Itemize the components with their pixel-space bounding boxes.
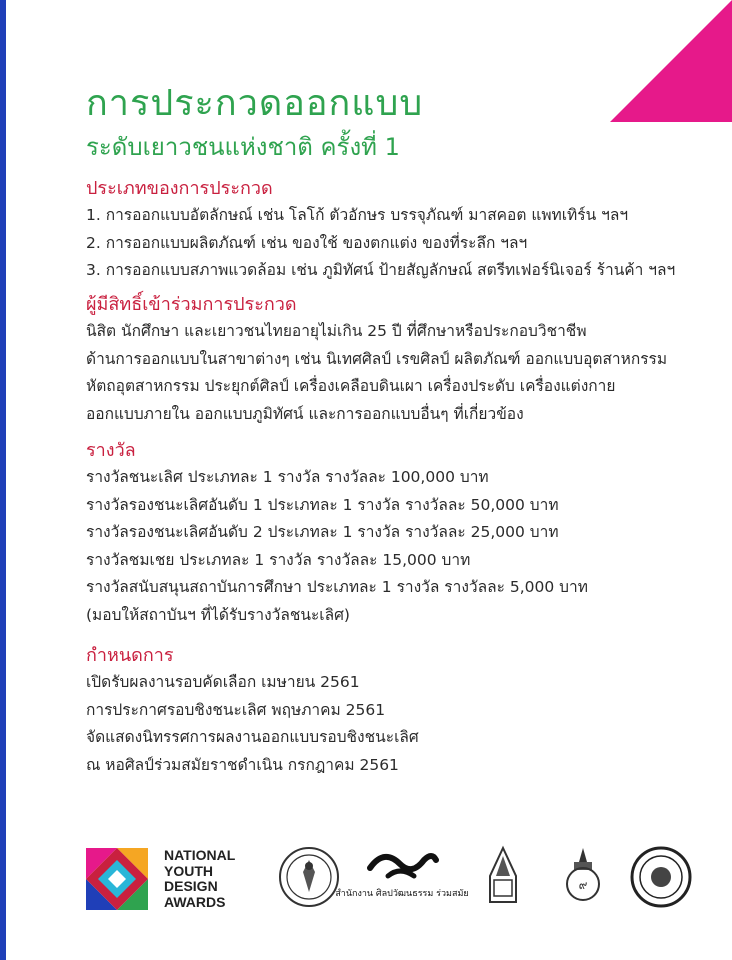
section-schedule bbox=[86, 643, 716, 779]
section-awards bbox=[86, 438, 716, 629]
rajamangala-seal-icon bbox=[630, 846, 692, 908]
section-eligibility bbox=[86, 292, 716, 428]
schedule-line: ณ หอศิลป์ร่วมสมัยราชดำเนิน กรกฎาคม 2561 bbox=[86, 755, 399, 774]
crown-emblem-icon bbox=[552, 846, 614, 908]
nyda-line: YOUTH bbox=[164, 862, 213, 879]
poster-title: การประกวดออกแบบ bbox=[86, 83, 424, 124]
royal-university-seal-icon bbox=[472, 846, 534, 908]
nyda-line: AWARDS bbox=[164, 893, 226, 910]
award-line: รางวัลชมเชย ประเภทละ 1 รางวัล รางวัลละ 15,000 บาท bbox=[86, 550, 471, 569]
eligibility-heading: ผู้มีสิทธิ์เข้าร่วมการประกวด bbox=[86, 294, 297, 315]
category-item: 2. การออกแบบผลิตภัณฑ์ เช่น ของใช้ ของตกแต่ง ของที่ระลึก ฯลฯ bbox=[86, 233, 528, 252]
ocac-logo-icon bbox=[335, 846, 469, 908]
svg-text:สำนักงาน ศิลปวัฒนธรรม ร่วมสมัย: สำนักงาน ศิลปวัฒนธรรม ร่วมสมัย bbox=[335, 889, 469, 899]
category-item: 1. การออกแบบอัตลักษณ์ เช่น โลโก้ ตัวอักษร บรรจุภัณฑ์ มาสคอต แพทเทิร์น ฯลฯ bbox=[86, 206, 629, 224]
award-line: รางวัลชนะเลิศ ประเภทละ 1 รางวัล รางวัลละ 100,000 บาท bbox=[86, 468, 489, 486]
awards-heading: รางวัล bbox=[86, 440, 136, 461]
nyda-logo-icon bbox=[86, 848, 148, 910]
schedule-line: เปิดรับผลงานรอบคัดเลือก เมษายน 2561 bbox=[86, 673, 360, 691]
sponsor-logos-row bbox=[86, 838, 706, 918]
categories-heading: ประเภทของการประกวด bbox=[86, 178, 273, 199]
schedule-heading: กำหนดการ bbox=[86, 645, 174, 666]
award-line: รางวัลรองชนะเลิศอันดับ 1 ประเภทละ 1 รางวัล รางวัลละ 50,000 บาท bbox=[86, 495, 559, 514]
eligibility-line: นิสิต นักศึกษา และเยาวชนไทยอายุไม่เกิน 25 ปี ที่ศึกษาหรือประกอบวิชาชีพ bbox=[86, 322, 587, 340]
nyda-line: NATIONAL bbox=[164, 847, 236, 863]
nyda-line: DESIGN bbox=[164, 878, 218, 894]
award-note: (มอบให้สถาบันฯ ที่ได้รับรางวัลชนะเลิศ) bbox=[86, 605, 350, 624]
award-line: รางวัลรองชนะเลิศอันดับ 2 ประเภทละ 1 รางวัล รางวัลละ 25,000 บาท bbox=[86, 523, 559, 541]
poster-subtitle: ระดับเยาวชนแห่งชาติ ครั้งที่ 1 bbox=[86, 133, 400, 161]
university-seal-icon bbox=[278, 846, 340, 908]
svg-text:๙: ๙ bbox=[578, 878, 588, 892]
section-categories bbox=[86, 176, 716, 285]
category-item: 3. การออกแบบสภาพแวดล้อม เช่น ภูมิทัศน์ ป้ายสัญลักษณ์ สตรีทเฟอร์นิเจอร์ ร้านค้า ฯลฯ bbox=[86, 261, 676, 279]
eligibility-line: ออกแบบภายใน ออกแบบภูมิทัศน์ และการออกแบบอื่นๆ ที่เกี่ยวข้อง bbox=[86, 404, 524, 423]
nyda-logo-text bbox=[164, 848, 235, 910]
eligibility-line: ด้านการออกแบบในสาขาต่างๆ เช่น นิเทศศิลป์ เรขศิลป์ ผลิตภัณฑ์ ออกแบบอุตสาหกรรม bbox=[86, 349, 668, 368]
eligibility-line: หัตถอุตสาหกรรม ประยุกต์ศิลป์ เครื่องเคลือบดินเผา เครื่องประดับ เครื่องแต่งกาย bbox=[86, 377, 616, 395]
schedule-line: จัดแสดงนิทรรศการผลงานออกแบบรอบชิงชนะเลิศ bbox=[86, 728, 419, 746]
award-line: รางวัลสนับสนุนสถาบันการศึกษา ประเภทละ 1 รางวัล รางวัลละ 5,000 บาท bbox=[86, 578, 588, 596]
schedule-line: การประกาศรอบชิงชนะเลิศ พฤษภาคม 2561 bbox=[86, 700, 386, 719]
